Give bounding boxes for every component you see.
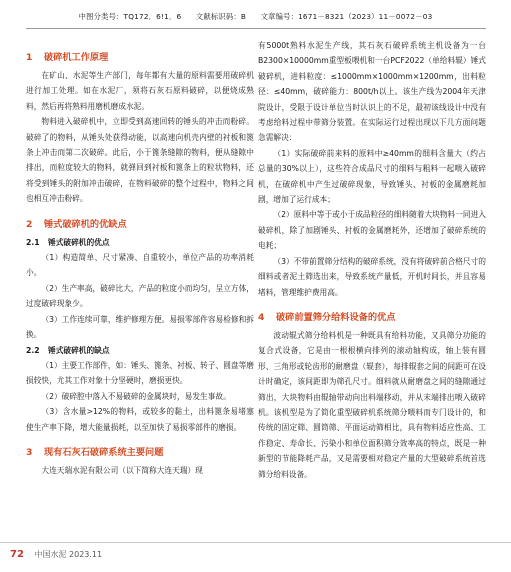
paragraph: 物料进入破碎机中，立即受到高速回转的锤头的冲击而粉碎。破碎了的物料，从锤头处获得动能，以高速向机壳内壁的衬板和篦条上冲击而第二次破碎。此后，小于篦条缝隙的物料，便从缝隙中排出，而粒度较大的物料，就弹回到衬板和篦条上的粒状物料，还将受到锤头的附加冲击破碎，在物料破碎的整个过程中，物料之间也相互冲击粉碎。 [26, 117, 254, 204]
clc-number: 中图分类号：TQ172．6!1．6 [78, 12, 182, 21]
page-number: 72 [10, 549, 24, 560]
paragraph: 波动辊式筛分给料机是一种既具有给料功能，又具筛分功能的复合式设备，它是由一根根横向排列的滚动轴构成，轴上装有圆形、三角形或轮齿形的耐磨盘（辊套），每排辊套之间的间距可在设计时确定，该间距即为筛孔尺寸。细料就从耐磨盘之间的缝隙通过筛出，大块物料由辊轴带动向出料端移动，并从末端排出喂入破碎机。该机型是为了简化重型破碎机系统筛分喂料而专门设计的，和传统的固定筛、圆筒筛、平面运动筛相比，具有物料适应性高、工作稳定、寿命长、污染小和单位面积筛分效率高的特点，既是一种新型的节能降耗产品，又是需要相对稳定产量的大型破碎系统首选筛分给料设备。 [258, 330, 486, 479]
paragraph: （3）工作连续可靠，维护修理方便。易损零部件容易检修和拆换。 [26, 314, 254, 340]
section-3-heading: 3 现有石灰石破碎系统主要问题 [26, 446, 164, 458]
paragraph: 在矿山、水泥等生产部门，每年都有大量的原料需要用破碎机进行加工处理。如在水泥厂，须将石灰石原料破碎，以便烧成熟料，然后再将熟料用磨机磨成水泥。 [26, 71, 254, 111]
paragraph: （3）不带前置筛分结构的破碎系统，没有将破碎前合格尺寸的细料或者泥土筛选出来，导致系统产量低，开机时间长，并且容易堵料，管理维护费用高。 [258, 256, 486, 297]
section-2-1-heading: 2.1 锤式破碎机的优点 [26, 237, 110, 247]
paragraph: （1）主要工作部件，如：锤头、篦条、衬板、转子、圆盘等磨损较快，尤其工作对象十分坚硬时，磨损更快。 [26, 360, 254, 386]
section-2-heading: 2 锤式破碎机的优缺点 [26, 218, 127, 230]
left-column [26, 38, 254, 478]
article-header [0, 12, 511, 22]
paragraph: （2）生产率高，破碎比大，产品的粒度小而均匀，呈立方体，过度破碎现象少。 [26, 283, 254, 309]
section-4-heading: 4 破碎前置筛分给料设备的优点 [258, 311, 396, 323]
section-2-2-heading: 2.2 锤式破碎机的缺点 [26, 345, 110, 355]
header-rule [26, 28, 486, 29]
paragraph: 有5000t熟料水泥生产线，其石灰石破碎系统主机设备为一台B2300×10000mm重型板喂机和一台PCF2022（单给料辊）锤式破碎机，进料粒度：≤1000mm×1000mm×1200mm，出料粒径：≤40mm，破碎能力：800t/h以上。该生产线为2004年天津院设计，受限于设计单位当时认识上的不足，最初该线设计中没有考虑给料过程中带筛分装置。在实际运行过程出现以下几方面问题急需解决： [258, 41, 486, 143]
journal-name: 中国水泥 2023.11 [34, 550, 103, 559]
section-1-heading: 1 破碎机工作原理 [26, 52, 109, 63]
document-code: 文献标识码：B [195, 12, 247, 21]
paragraph: （3）含水量>12%的物料，或较多的黏土，出料篦条易堵塞使生产率下降，增大能量损耗，以至加快了易损零部件的磨损。 [26, 407, 254, 432]
paragraph: 大连天瑞水泥有限公司（以下简称大连天瑞）现 [41, 465, 203, 475]
paragraph: （1）实际破碎前来料的原料中≥40mm的细料含量大（约占总量的30%以上），这些符合成品尺寸的细料与粗料一起喂入破碎机，在破碎机中产生过破碎现象，导致锤头、衬板的金属磨耗加剧，增加了运行成本； [258, 148, 486, 205]
right-column [258, 38, 486, 482]
page-footer [10, 549, 102, 560]
footer-rule [0, 542, 511, 543]
paragraph: （2）破碎腔中落入不易破碎的金属块时，易发生事故。 [41, 391, 231, 401]
paragraph: （1）构造简单、尺寸紧凑、自重较小，单位产品的功率消耗小。 [26, 253, 254, 278]
paragraph: （2）原料中等于或小于成品粒径的细料随着大块物料一同进入破碎机，除了加剧锤头、衬板的金属磨耗外，还增加了破碎系统的电耗； [258, 210, 486, 251]
article-number: 文章编号：1671－8321（2023）11－0072－03 [260, 12, 433, 21]
